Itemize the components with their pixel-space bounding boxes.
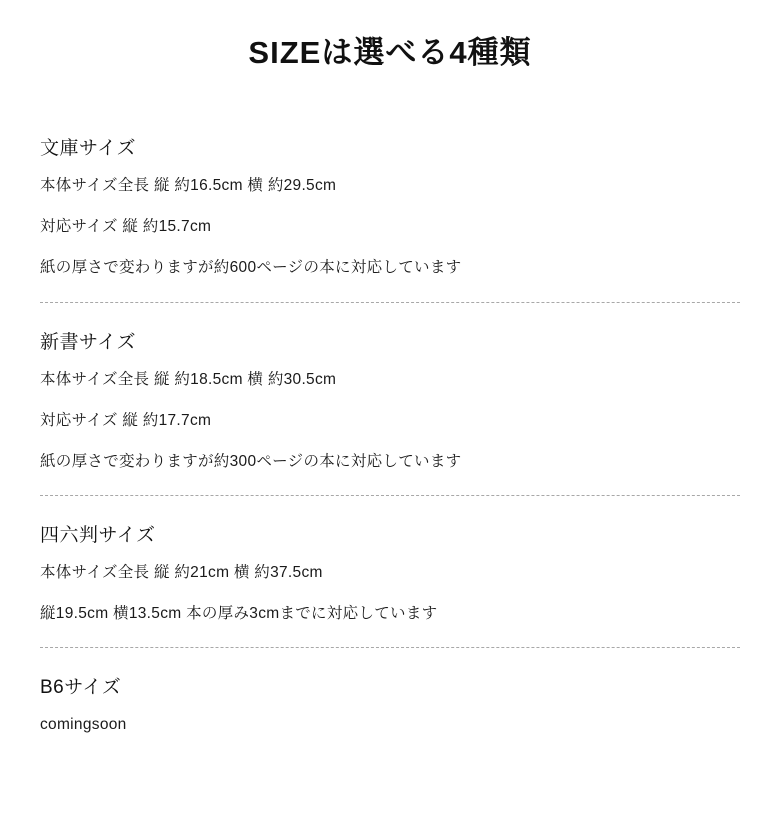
section-detail-line: 対応サイズ 縦 約17.7cm	[40, 411, 212, 429]
section-divider	[40, 495, 740, 496]
size-section-shinsho	[40, 327, 740, 474]
size-section-bunko	[40, 133, 740, 280]
page-title: SIZEは選べる4種類	[248, 35, 532, 70]
section-detail-line: 本体サイズ全長 縦 約18.5cm 横 約30.5cm	[40, 370, 337, 388]
section-heading: 文庫サイズ	[40, 138, 136, 160]
section-heading: B6サイズ	[40, 677, 122, 699]
section-detail-line: 紙の厚さで変わりますが約300ページの本に対応しています	[40, 452, 462, 470]
section-detail-line: 紙の厚さで変わりますが約600ページの本に対応しています	[40, 259, 462, 277]
size-sections-container	[0, 133, 780, 737]
size-section-b6	[40, 672, 740, 737]
section-detail-line: 本体サイズ全長 縦 約21cm 横 約37.5cm	[40, 564, 323, 582]
section-detail-line: 本体サイズ全長 縦 約16.5cm 横 約29.5cm	[40, 177, 337, 195]
section-heading: 新書サイズ	[40, 331, 136, 353]
section-divider	[40, 647, 740, 648]
section-detail-line: 対応サイズ 縦 約15.7cm	[40, 218, 212, 236]
size-section-shirokuban	[40, 520, 740, 626]
section-detail-line: 縦19.5cm 横13.5cm 本の厚み3cmまでに対応しています	[40, 605, 438, 623]
section-divider	[40, 302, 740, 303]
section-heading: 四六判サイズ	[40, 525, 156, 547]
section-detail-line: comingsoon	[40, 716, 127, 734]
